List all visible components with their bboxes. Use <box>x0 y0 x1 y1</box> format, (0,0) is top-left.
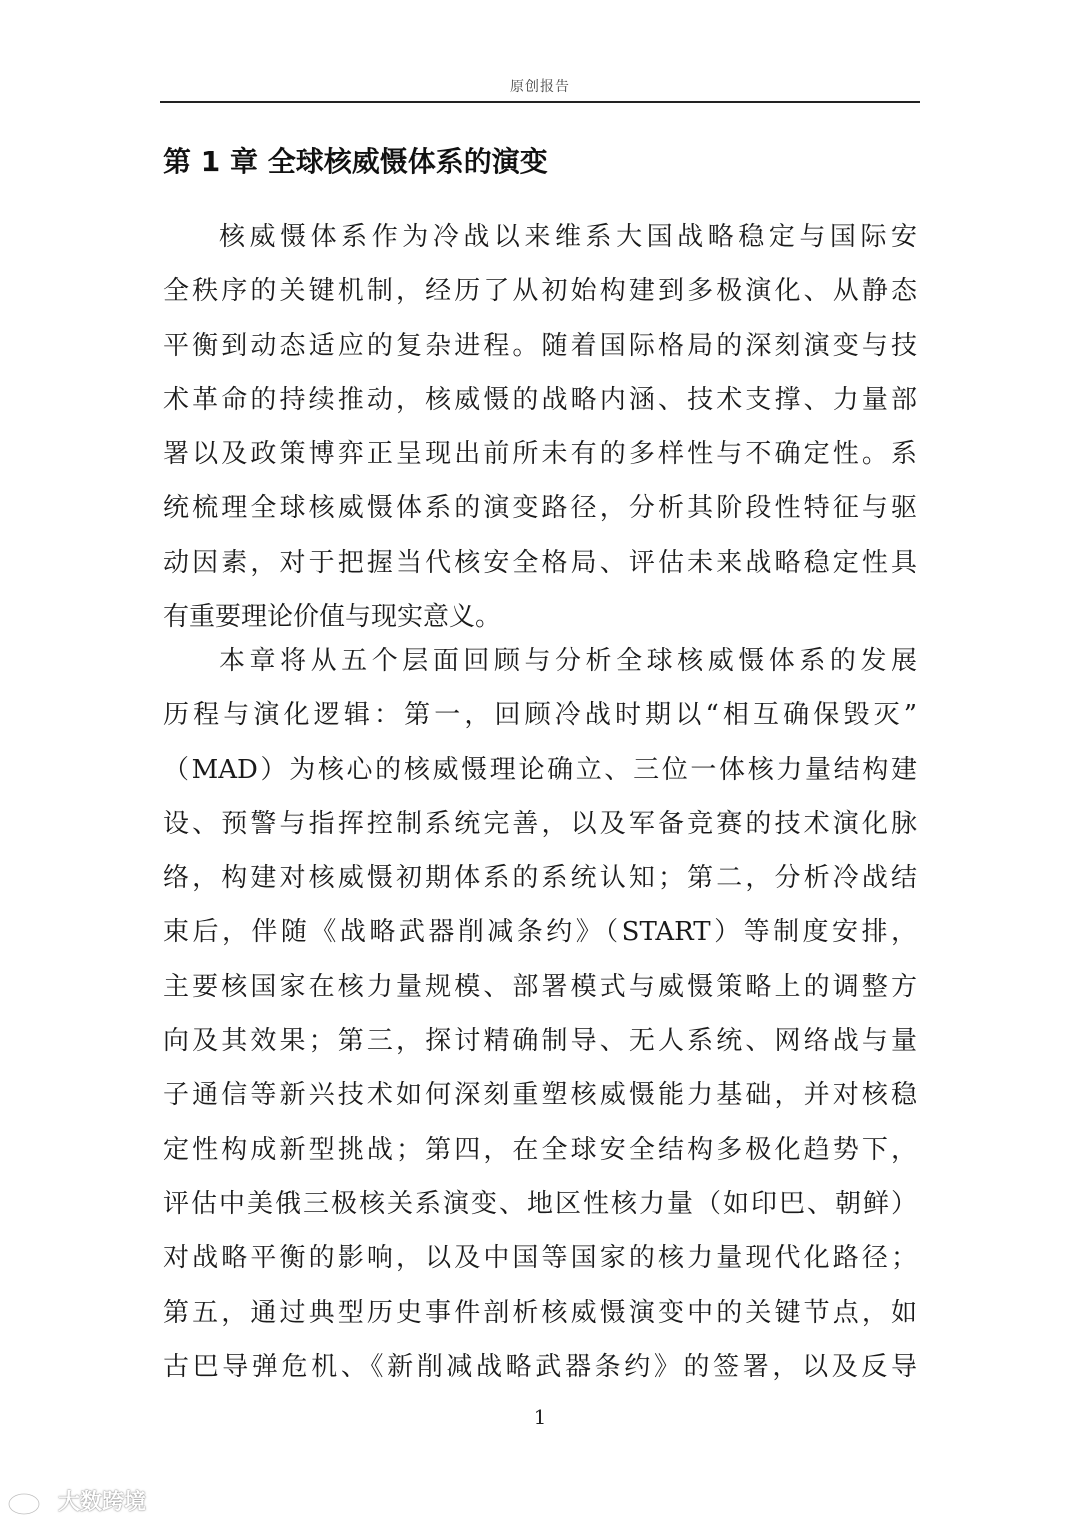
paragraph-line: （MAD）为核心的核威慑理论确立、三位一体核力量结构建 <box>163 754 917 785</box>
paragraph-line: 子通信等新兴技术如何深刻重塑核威慑能力基础，并对核稳 <box>163 1080 917 1111</box>
paragraph-line: 统梳理全球核威慑体系的演变路径，分析其阶段性特征与驱 <box>163 493 917 524</box>
paragraph-line: 本章将从五个层面回顾与分析全球核威慑体系的发展 <box>219 646 917 676</box>
header-rule <box>160 101 920 103</box>
paragraph-line: 定性构成新型挑战；第四，在全球安全结构多极化趋势下， <box>163 1134 917 1165</box>
weibo-logo-icon <box>6 1486 52 1516</box>
paragraph-line: 向及其效果；第三，探讨精确制导、无人系统、网络战与量 <box>163 1026 917 1057</box>
watermark-text: 大数跨境 <box>58 1490 147 1515</box>
paragraph-line: 核威慑体系作为冷战以来维系大国战略稳定与国际安 <box>219 222 917 252</box>
paragraph-chapter-outline <box>163 634 917 1394</box>
paragraph-line: 设、预警与指挥控制系统完善，以及军备竞赛的技术演化脉 <box>163 808 917 839</box>
paragraph-line: 古巴导弹危机、《新削减战略武器条约》的签署，以及反导 <box>163 1351 917 1382</box>
paragraph-intro <box>163 210 917 644</box>
watermark <box>6 1485 146 1516</box>
paragraph-line: 动因素，对于把握当代核安全格局、评估未来战略稳定性具 <box>163 547 917 578</box>
page-number: 1 <box>533 1405 547 1429</box>
paragraph-line: 术革命的持续推动，核威慑的战略内涵、技术支撑、力量部 <box>163 384 917 415</box>
paragraph-line: 有重要理论价值与现实意义。 <box>163 602 502 633</box>
paragraph-line: 络，构建对核威慑初期体系的系统认知；第二，分析冷战结 <box>163 863 917 894</box>
chapter-title: 第 1 章 全球核威慑体系的演变 <box>163 145 548 178</box>
paragraph-line: 平衡到动态适应的复杂进程。随着国际格局的深刻演变与技 <box>163 330 917 361</box>
paragraph-line: 对战略平衡的影响，以及中国等国家的核力量现代化路径； <box>163 1243 917 1274</box>
paragraph-line: 主要核国家在核力量规模、部署模式与威慑策略上的调整方 <box>163 971 917 1002</box>
page-header: 原创报告 <box>510 79 570 95</box>
paragraph-line: 第五，通过典型历史事件剖析核威慑演变中的关键节点，如 <box>163 1297 917 1328</box>
paragraph-line: 评估中美俄三极核关系演变、地区性核力量（如印巴、朝鲜） <box>163 1188 917 1219</box>
paragraph-line: 束后，伴随《战略武器削减条约》（START）等制度安排， <box>163 917 917 948</box>
paragraph-line: 全秩序的关键机制，经历了从初始构建到多极演化、从静态 <box>163 276 917 307</box>
paragraph-line: 历程与演化逻辑：第一，回顾冷战时期以“相互确保毁灭” <box>163 700 917 731</box>
paragraph-line: 署以及政策博弈正呈现出前所未有的多样性与不确定性。系 <box>163 439 917 470</box>
